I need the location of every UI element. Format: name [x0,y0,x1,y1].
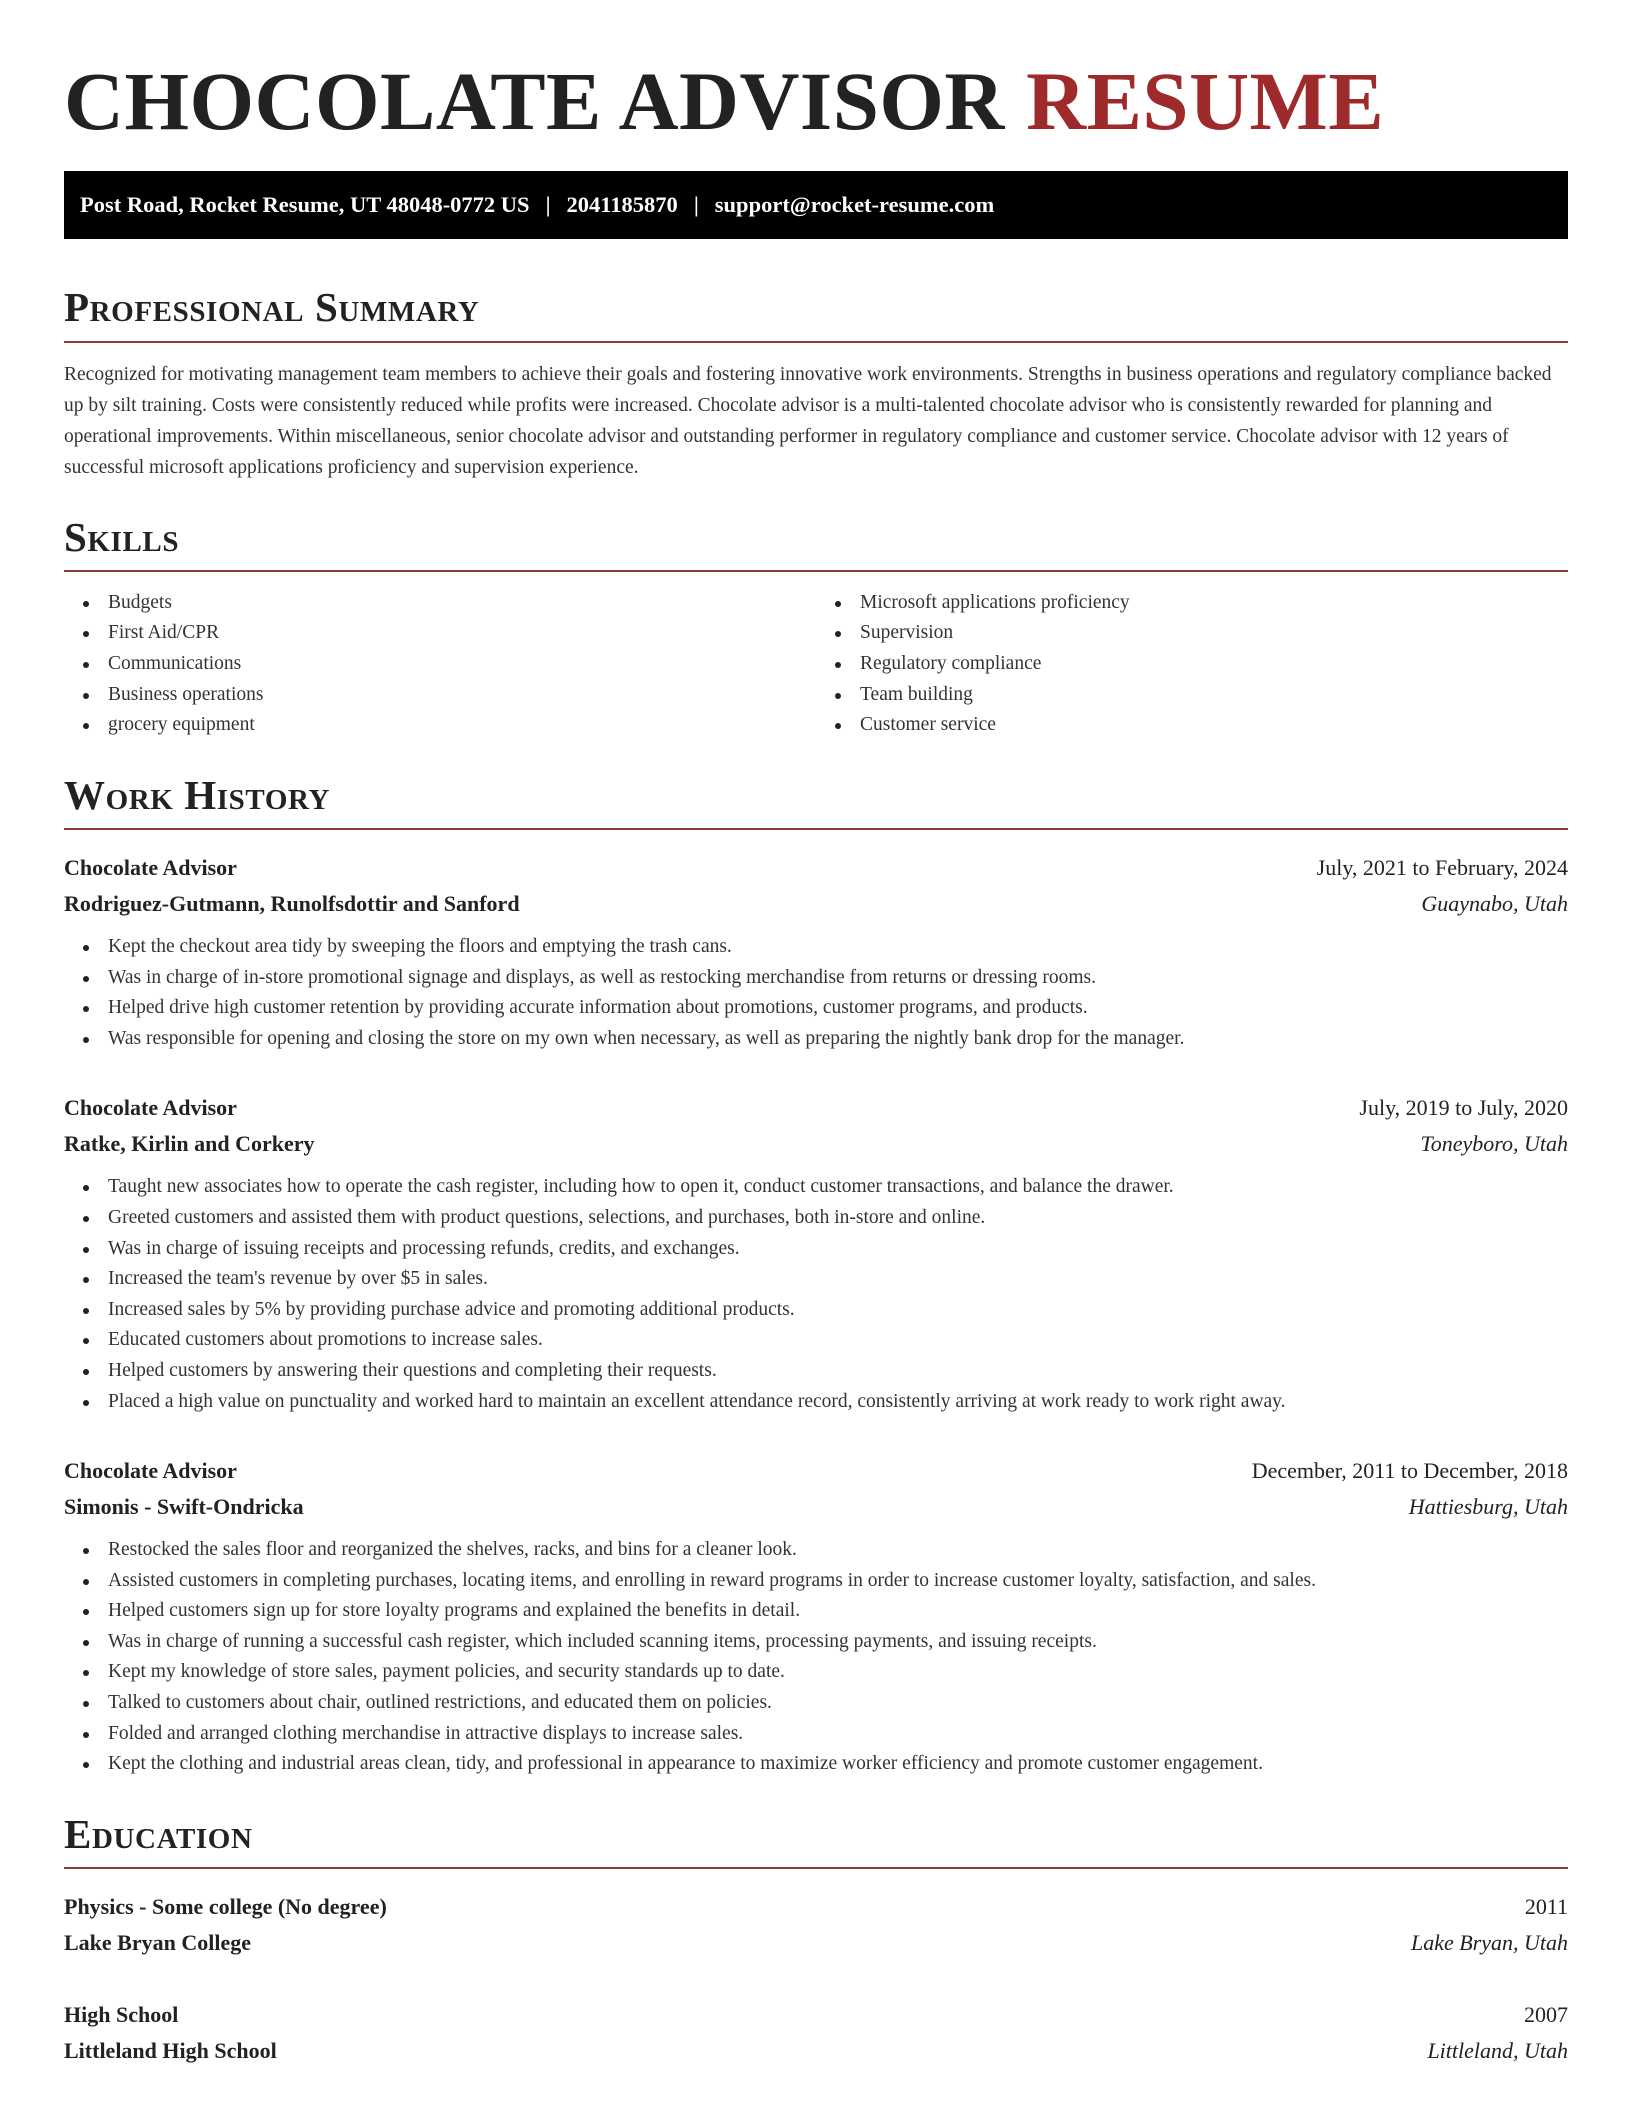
job-location: Guaynabo, Utah [1421,890,1568,916]
education-school: Lake Bryan College [64,1930,251,1956]
skills-column-right [816,588,1568,741]
skill-item: Supervision [860,618,1568,649]
job-duties [64,932,1568,1054]
work-heading: Work History [64,771,1568,830]
job-duty: Was responsible for opening and closing the store on my own when necessary, as well as preparing the nightly bank drop for the manager. [108,1024,1568,1055]
job-entry [64,1090,1568,1417]
skills-heading: Skills [64,513,1568,572]
job-duty: Greeted customers and assisted them with product questions, selections, and purchases, both in-store and online. [108,1203,1568,1234]
summary-text: Recognized for motivating management team members to achieve their goals and fostering innovative work environments. Strengths in business operations and regulatory compliance backed up by silt training. Costs were consistently reduced while profits were increased. Chocolate advisor is a multi-talented chocolate advisor who is consistently rewarded for planning and operational improvements. Within miscellaneous, senior chocolate advisor and outstanding performer in regulatory compliance and customer service. Chocolate advisor with 12 years of successful microsoft applications proficiency and supervision experience. [64,363,1552,478]
skill-item: Customer service [860,710,1568,741]
skill-item: grocery equipment [108,710,816,741]
job-duty: Talked to customers about chair, outlined restrictions, and educated them on policies. [108,1688,1568,1719]
job-duty: Folded and arranged clothing merchandise in attractive displays to increase sales. [108,1719,1568,1750]
education-entry [64,1889,1568,1961]
skill-item: Microsoft applications proficiency [860,588,1568,619]
job-duty: Kept my knowledge of store sales, payment policies, and security standards up to date. [108,1657,1568,1688]
job-location: Toneyboro, Utah [1420,1131,1568,1157]
job-entry [64,1453,1568,1780]
job-duty: Increased sales by 5% by providing purchase advice and promoting additional products. [108,1295,1568,1326]
job-title: Chocolate Advisor [64,1095,237,1121]
skill-item: Business operations [108,680,816,711]
education-location: Lake Bryan, Utah [1410,1930,1568,1956]
job-duty: Increased the team's revenue by over $5 in sales. [108,1264,1568,1295]
job-company: Rodriguez-Gutmann, Runolfsdottir and Sanford [64,890,520,916]
education-degree: Physics - Some college (No degree) [64,1894,387,1920]
skill-item: First Aid/CPR [108,618,816,649]
job-duty: Assisted customers in completing purchases, locating items, and enrolling in reward programs in order to increase customer loyalty, satisfaction, and sales. [108,1566,1568,1597]
job-company: Simonis - Swift-Ondricka [64,1494,304,1520]
job-duty: Helped drive high customer retention by providing accurate information about promotions, customer programs, and products. [108,993,1568,1024]
skill-item: Communications [108,649,816,680]
job-location: Hattiesburg, Utah [1408,1494,1568,1520]
job-duty: Was in charge of running a successful cash register, which included scanning items, processing payments, and issuing receipts. [108,1627,1568,1658]
education-year: 2007 [1524,2002,1568,2028]
education-degree: High School [64,2002,179,2028]
name-main: CHOCOLATE ADVISOR [64,55,1005,147]
education-school: Littleland High School [64,2038,277,2064]
job-duty: Kept the clothing and industrial areas clean, tidy, and professional in appearance to maximize worker efficiency and promote customer engagement. [108,1749,1568,1780]
job-duty: Placed a high value on punctuality and worked hard to maintain an excellent attendance record, consistently arriving at work ready to work right away. [108,1387,1568,1418]
job-company: Ratke, Kirlin and Corkery [64,1131,315,1157]
summary-heading: Professional Summary [64,283,1568,342]
job-duties [64,1172,1568,1417]
job-title: Chocolate Advisor [64,854,237,880]
job-duty: Taught new associates how to operate the cash register, including how to open it, conduct customer transactions, and balance the drawer. [108,1172,1568,1203]
job-duty: Restocked the sales floor and reorganized the shelves, racks, and bins for a cleaner look. [108,1535,1568,1566]
job-duty: Educated customers about promotions to increase sales. [108,1325,1568,1356]
job-duties [64,1535,1568,1780]
job-dates: July, 2019 to July, 2020 [1359,1095,1568,1121]
education-year: 2011 [1524,1894,1568,1920]
education-entry [64,1997,1568,2069]
education-heading: Education [64,1810,1568,1869]
contact-phone: 2041185870 [566,192,678,218]
job-dates: December, 2011 to December, 2018 [1251,1458,1568,1484]
skill-item: Team building [860,680,1568,711]
contact-separator: | [693,192,699,218]
contact-address: Post Road, Rocket Resume, UT 48048-0772 US [80,192,530,218]
job-duty: Helped customers sign up for store loyalty programs and explained the benefits in detail. [108,1596,1568,1627]
job-dates: July, 2021 to February, 2024 [1316,854,1568,880]
job-duty: Helped customers by answering their questions and completing their requests. [108,1356,1568,1387]
job-duty: Was in charge of issuing receipts and processing refunds, credits, and exchanges. [108,1234,1568,1265]
education-location: Littleland, Utah [1427,2038,1568,2064]
contact-bar [64,171,1568,239]
job-duty: Kept the checkout area tidy by sweeping the floors and emptying the trash cans. [108,932,1568,963]
job-duty: Was in charge of in-store promotional signage and displays, as well as restocking merchandise from returns or dressing rooms. [108,963,1568,994]
skill-item: Regulatory compliance [860,649,1568,680]
contact-separator: | [545,192,551,218]
skills-column-left [64,588,816,741]
skill-item: Budgets [108,588,816,619]
job-entry [64,850,1568,1054]
job-title: Chocolate Advisor [64,1458,237,1484]
name-accent: RESUME [1026,55,1385,147]
contact-email: support@rocket-resume.com [714,192,995,218]
resume-name [64,54,1568,149]
skills-list [64,588,1568,741]
